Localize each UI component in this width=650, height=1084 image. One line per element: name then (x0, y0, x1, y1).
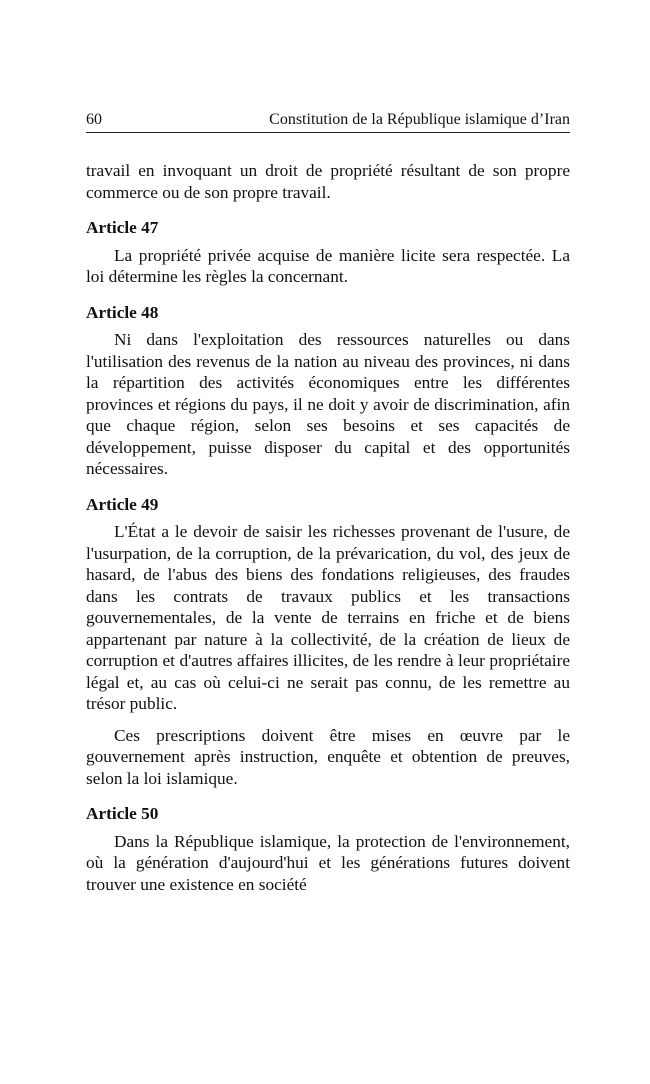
article-heading: Article 50 (86, 804, 159, 823)
article-heading: Article 47 (86, 218, 159, 237)
article-50 (86, 803, 570, 895)
article-47 (86, 217, 570, 288)
article-paragraph: L'État a le devoir de saisir les richesses provenant de l'usure, de l'usurpation, de la corruption, de la prévarication, du vol, des jeux de hasard, de l'abus des biens des fondations religieuses, des fraudes dans les contrats de travaux publics et les transactions gouvernementales, de la vente de terrains en friche et de biens appartenant par nature à la collectivité, de la création de lieux de corruption et d'autres affaires illicites, de les rendre à leur propriétaire légal et, au cas où celui-ci ne serait pas connu, de les remettre au trésor public. (86, 522, 570, 713)
article-49 (86, 494, 570, 790)
article-heading: Article 49 (86, 494, 159, 514)
page-body (86, 160, 570, 895)
continuation-paragraph: travail en invoquant un droit de propriété résultant de son propre commerce ou de son propre travail. (86, 161, 570, 202)
article-heading: Article 48 (86, 302, 159, 322)
page-number: 60 (86, 111, 102, 128)
article-paragraph: La propriété privée acquise de manière licite sera respectée. La loi détermine les règles la concernant. (86, 245, 570, 286)
article-paragraph: Ces prescriptions doivent être mises en œuvre par le gouvernement après instruction, enquête et obtention de preuves, selon la loi islamique. (86, 725, 570, 788)
page-header (86, 108, 570, 133)
article-48 (86, 302, 570, 480)
running-title: Constitution de la République islamique d’Iran (269, 111, 570, 128)
article-paragraph: Ni dans l'exploitation des ressources naturelles ou dans l'utilisation des revenus de la nation au niveau des provinces, ni dans la répartition des activités économiques entre les différentes provinces et régions du pays, il ne doit y avoir de discrimination, afin que chaque région, selon ses besoins et ses capacités de développement, puisse disposer du capital et des opportunités nécessaires. (86, 330, 570, 478)
article-paragraph: Dans la République islamique, la protection de l'environnement, où la génération d'aujourd'hui et les générations futures doivent trouver une existence en société (86, 831, 570, 894)
